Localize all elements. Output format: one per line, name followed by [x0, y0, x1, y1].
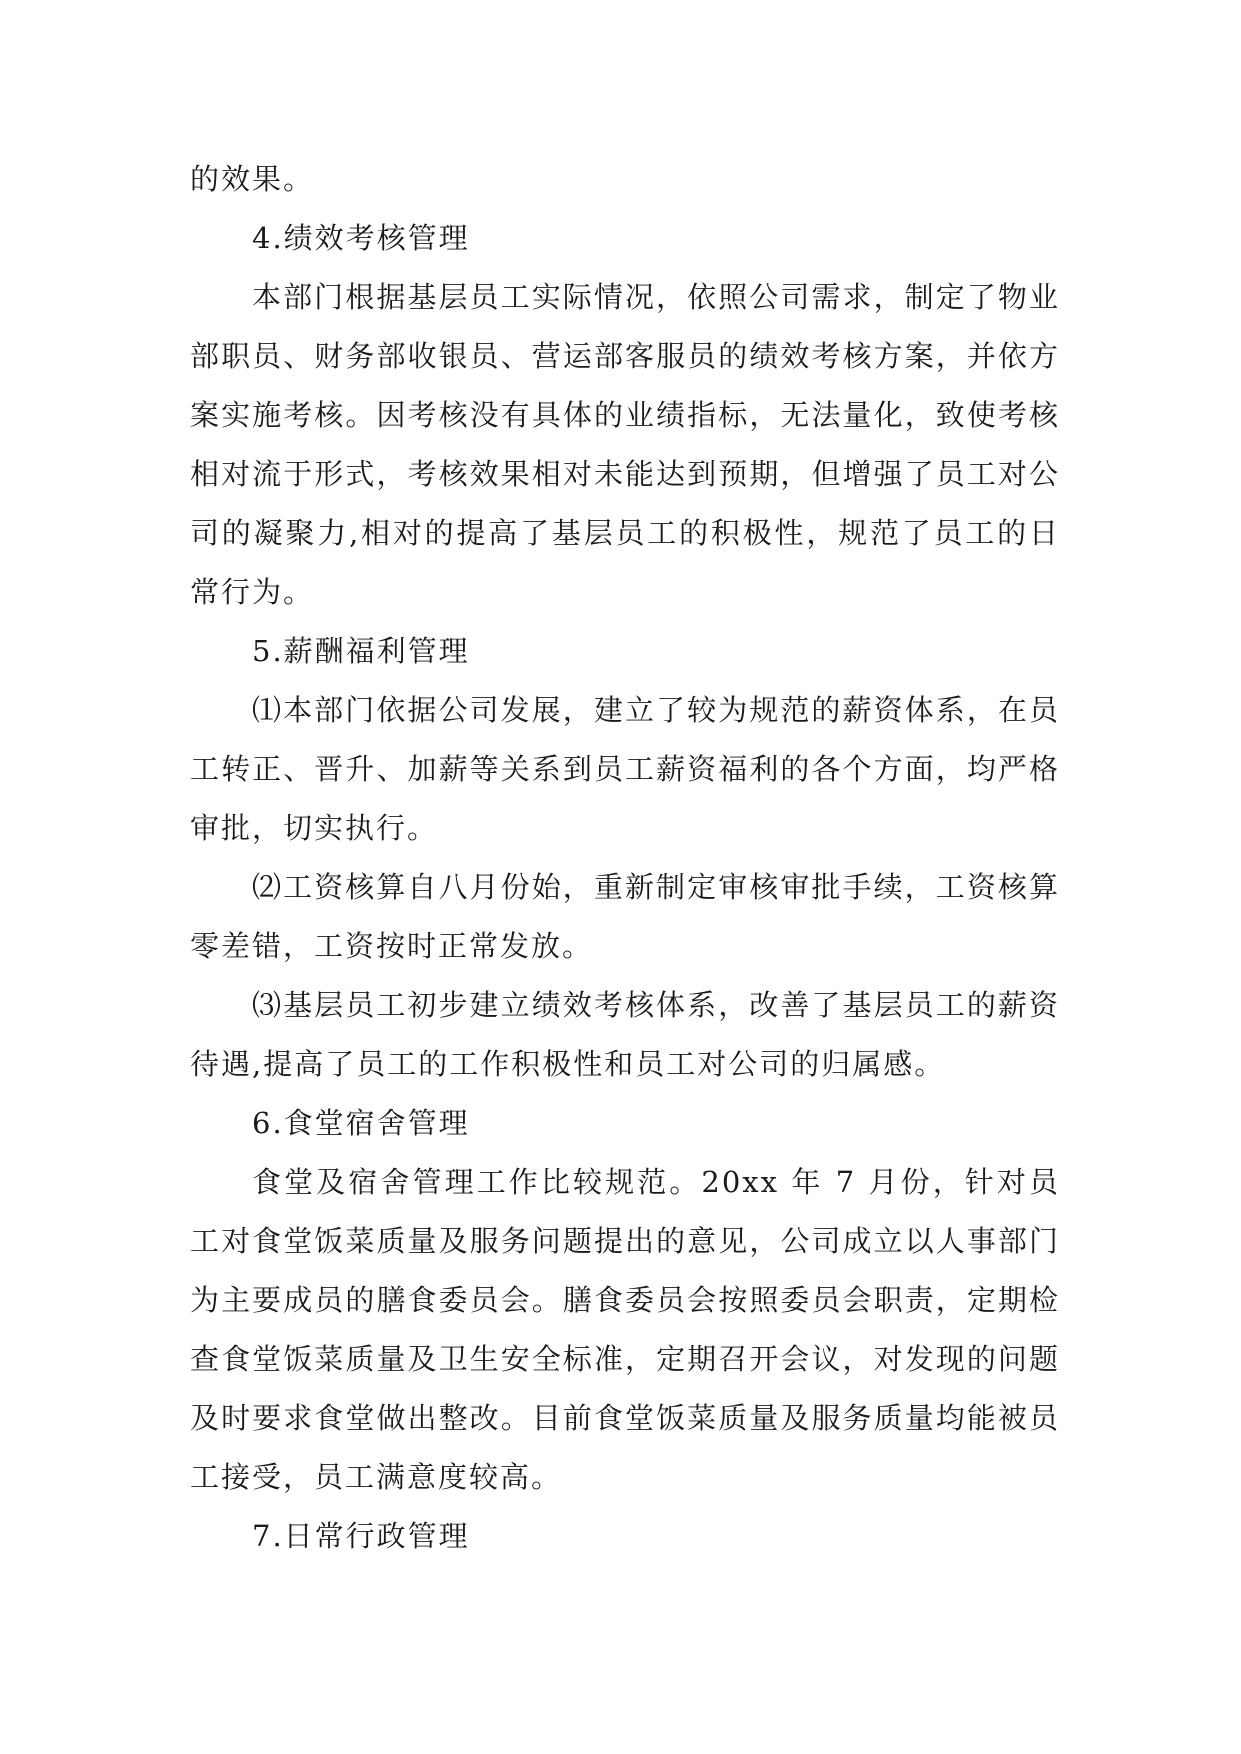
paragraph-salary-2: ⑵工资核算自八月份始，重新制定审核审批手续，工资核算零差错，工资按时正常发放。 [190, 870, 1060, 963]
section-heading-6: 6.食堂宿舍管理 [252, 1106, 470, 1140]
document-body [190, 150, 1060, 1566]
paragraph-canteen: 食堂及宿舍管理工作比较规范。20xx 年 7 月份，针对员工对食堂饭菜质量及服务问题提出的意见，公司成立以人事部门为主要成员的膳食委员会。膳食委员会按照委员会职责，定期检查食堂饭菜质量及卫生安全标准，定期召开会议，对发现的问题及时要求食堂做出整改。目前食堂饭菜质量及服务质量均能被员工接受，员工满意度较高。 [190, 1165, 1060, 1494]
paragraph-continuation: 的效果。 [190, 162, 315, 196]
section-heading-7: 7.日常行政管理 [252, 1519, 470, 1553]
paragraph-performance: 本部门根据基层员工实际情况，依照公司需求，制定了物业部职员、财务部收银员、营运部客服员的绩效考核方案，并依方案实施考核。因考核没有具体的业绩指标，无法量化，致使考核相对流于形式，考核效果相对未能达到预期，但增强了员工对公司的凝聚力,相对的提高了基层员工的积极性，规范了员工的日常行为。 [190, 280, 1060, 609]
section-heading-4: 4.绩效考核管理 [252, 221, 470, 255]
paragraph-salary-1: ⑴本部门依据公司发展，建立了较为规范的薪资体系，在员工转正、晋升、加薪等关系到员工薪资福利的各个方面，均严格审批，切实执行。 [190, 693, 1060, 845]
paragraph-salary-3: ⑶基层员工初步建立绩效考核体系，改善了基层员工的薪资待遇,提高了员工的工作积极性和员工对公司的归属感。 [190, 988, 1060, 1081]
section-heading-5: 5.薪酬福利管理 [252, 634, 470, 668]
